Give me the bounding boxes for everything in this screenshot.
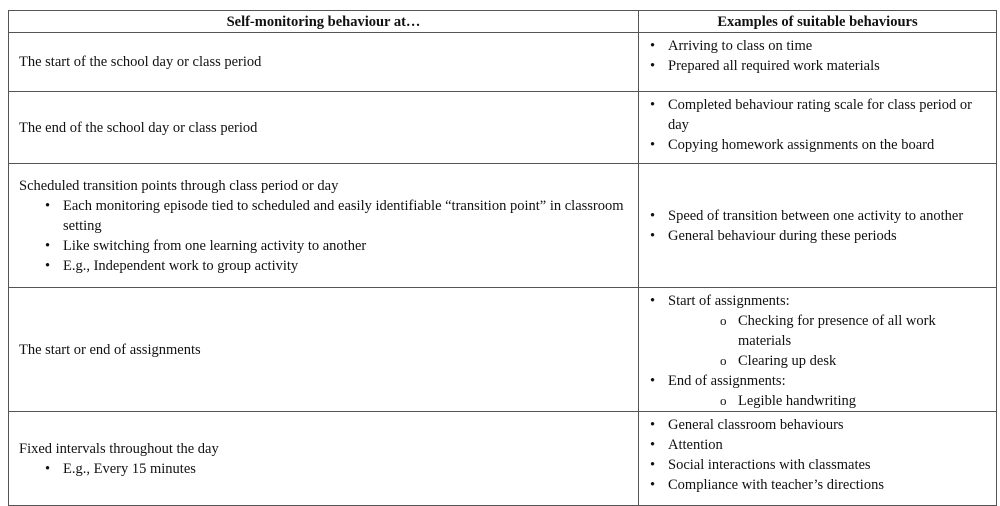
sub-list-item: o Legible handwriting xyxy=(720,391,986,411)
situation-text: Scheduled transition points through class period or day xyxy=(19,177,339,194)
sub-list-item: o Clearing up desk xyxy=(720,351,986,371)
table-row xyxy=(9,412,997,506)
examples-cell xyxy=(639,412,997,506)
table-row xyxy=(9,288,997,412)
situation-cell xyxy=(9,412,639,506)
table-row xyxy=(9,33,997,92)
sub-list xyxy=(649,311,986,371)
examples-list xyxy=(649,36,986,76)
behaviour-table xyxy=(8,10,997,506)
list-item: • Each monitoring episode tied to scheduled and easily identifiable “transition point” in classroom setting xyxy=(44,196,628,236)
header-self-monitoring: Self-monitoring behaviour at… xyxy=(9,11,639,33)
list-item: • General behaviour during these periods xyxy=(649,226,986,246)
list-item: • Social interactions with classmates xyxy=(649,455,986,475)
situation-text: The end of the school day or class period xyxy=(19,119,258,136)
examples-list xyxy=(649,291,986,411)
list-item: • Compliance with teacher’s directions xyxy=(649,475,986,495)
list-item: • E.g., Independent work to group activity xyxy=(44,256,628,276)
situation-cell xyxy=(9,288,639,412)
table-row xyxy=(9,92,997,164)
examples-cell xyxy=(639,288,997,412)
list-item: • General classroom behaviours xyxy=(649,415,986,435)
examples-cell xyxy=(639,164,997,288)
situation-text: The start or end of assignments xyxy=(19,341,201,358)
situation-bullets xyxy=(44,459,628,479)
situation-cell xyxy=(9,164,639,288)
list-item: • E.g., Every 15 minutes xyxy=(44,459,628,479)
situation-cell xyxy=(9,92,639,164)
situation-cell xyxy=(9,33,639,92)
list-item: • Like switching from one learning activity to another xyxy=(44,236,628,256)
examples-cell xyxy=(639,92,997,164)
header-row xyxy=(9,11,997,33)
examples-list xyxy=(649,415,986,495)
situation-text: Fixed intervals throughout the day xyxy=(19,440,219,457)
table-row xyxy=(9,164,997,288)
list-item: • Prepared all required work materials xyxy=(649,56,986,76)
list-item: • Arriving to class on time xyxy=(649,36,986,56)
sub-list-item: o Checking for presence of all work materials xyxy=(720,311,986,351)
examples-cell xyxy=(639,33,997,92)
sub-list xyxy=(649,391,986,411)
situation-bullets xyxy=(44,196,628,276)
examples-list xyxy=(649,95,986,155)
list-item: • Completed behaviour rating scale for class period or day xyxy=(649,95,986,135)
list-item: • Attention xyxy=(649,435,986,455)
list-item: • Start of assignments: xyxy=(649,291,986,311)
header-examples: Examples of suitable behaviours xyxy=(639,11,997,33)
situation-text: The start of the school day or class period xyxy=(19,54,262,70)
examples-list xyxy=(649,206,986,246)
list-item: • End of assignments: xyxy=(649,371,986,391)
list-item: • Copying homework assignments on the board xyxy=(649,135,986,155)
list-item: • Speed of transition between one activity to another xyxy=(649,206,986,226)
